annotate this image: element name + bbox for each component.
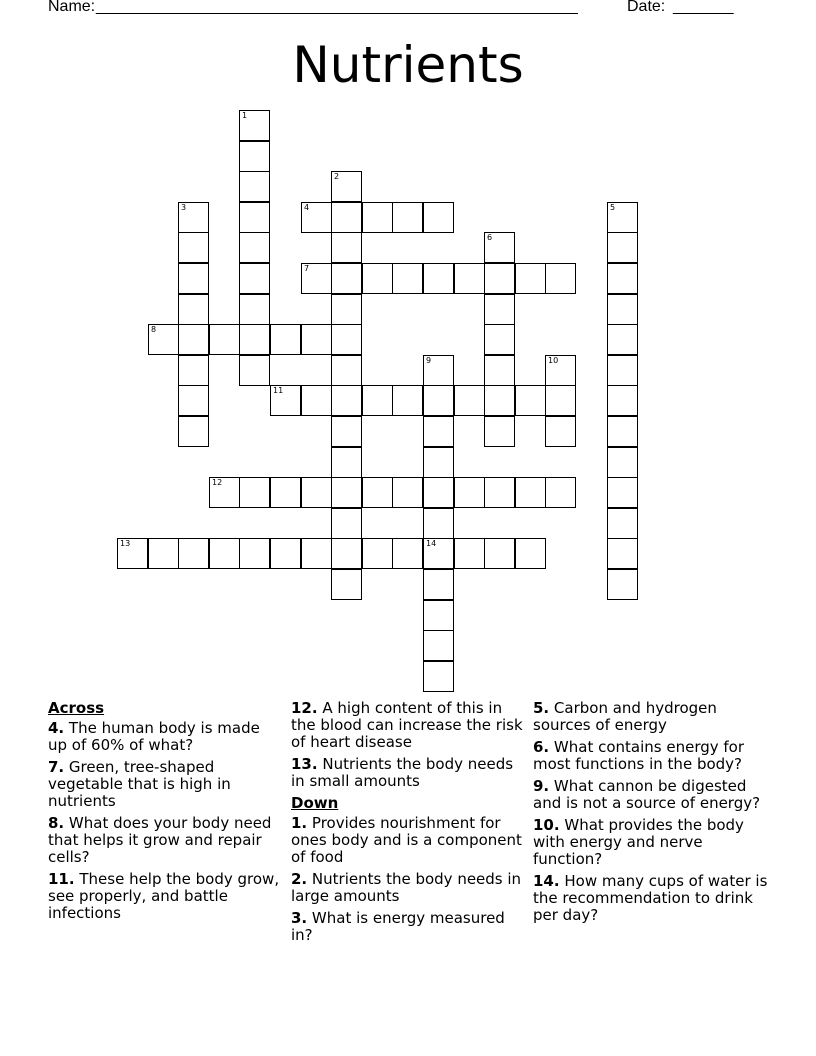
grid-cell[interactable]	[270, 538, 301, 569]
clue-number: 4.	[48, 719, 65, 737]
clue	[48, 815, 280, 866]
grid-cell[interactable]	[454, 385, 485, 416]
clue-number: 6	[487, 233, 493, 242]
grid-cell[interactable]	[392, 202, 423, 233]
grid-cell[interactable]	[515, 477, 546, 508]
grid-cell[interactable]	[454, 477, 485, 508]
grid-cell[interactable]	[239, 263, 270, 294]
clue	[533, 817, 773, 868]
clue-number: 2	[334, 172, 340, 181]
clue-number: 7	[304, 264, 310, 273]
grid-cell[interactable]	[545, 385, 576, 416]
grid-cell[interactable]	[331, 171, 362, 202]
grid-cell[interactable]	[239, 324, 270, 355]
grid-cell[interactable]	[392, 477, 423, 508]
section-heading: Across	[48, 699, 105, 717]
clue	[533, 778, 773, 812]
grid-cell[interactable]	[239, 538, 270, 569]
grid-cell[interactable]	[331, 385, 362, 416]
grid-cell[interactable]	[331, 508, 362, 539]
date-label: Date:	[627, 0, 666, 15]
grid-cell[interactable]	[607, 324, 638, 355]
clue	[48, 871, 280, 922]
grid-cell[interactable]	[178, 538, 209, 569]
clue-number: 14	[426, 539, 437, 548]
clue-number: 1	[242, 111, 248, 120]
grid-cell[interactable]	[392, 385, 423, 416]
clue	[533, 873, 773, 924]
clue-number: 9	[426, 356, 432, 365]
grid-cell[interactable]	[301, 324, 332, 355]
clue-text: What contains energy for most functions in the body?	[533, 738, 745, 773]
clue	[48, 759, 280, 810]
clue	[291, 815, 523, 866]
grid-cell[interactable]	[454, 263, 485, 294]
clues-column-3	[533, 700, 773, 929]
grid-cell[interactable]	[515, 385, 546, 416]
grid-cell[interactable]	[331, 324, 362, 355]
grid-cell[interactable]	[362, 385, 393, 416]
grid-cell[interactable]	[484, 477, 515, 508]
grid-cell[interactable]	[209, 538, 240, 569]
grid-cell[interactable]	[484, 355, 515, 386]
clue-number: 7.	[48, 758, 65, 776]
clue	[291, 700, 523, 751]
clues-column-1	[48, 700, 280, 927]
clue-number: 6.	[533, 738, 550, 756]
grid-cell[interactable]	[209, 324, 240, 355]
grid-cell[interactable]	[607, 416, 638, 447]
grid-cell[interactable]	[117, 538, 148, 569]
grid-cell[interactable]	[362, 202, 393, 233]
grid-cell[interactable]	[392, 263, 423, 294]
clue-number: 10	[548, 356, 559, 365]
grid-cell[interactable]	[423, 385, 454, 416]
clue	[48, 720, 280, 754]
grid-cell[interactable]	[607, 569, 638, 600]
grid-cell[interactable]	[423, 355, 454, 386]
grid-cell[interactable]	[239, 171, 270, 202]
grid-cell[interactable]	[301, 477, 332, 508]
grid-cell[interactable]	[270, 324, 301, 355]
clue-number: 3.	[291, 909, 308, 927]
grid-cell[interactable]	[607, 294, 638, 325]
clue-number: 12	[212, 478, 223, 487]
grid-cell[interactable]	[607, 538, 638, 569]
clue-text: How many cups of water is the recommendation to drink per day?	[533, 872, 768, 924]
grid-cell[interactable]	[423, 508, 454, 539]
grid-cell[interactable]	[331, 355, 362, 386]
grid-cell[interactable]	[239, 110, 270, 141]
grid-cell[interactable]	[178, 324, 209, 355]
clue-number: 10.	[533, 816, 560, 834]
clue-number: 11	[273, 386, 284, 395]
clue-text: Nutrients the body needs in large amounts	[291, 870, 522, 905]
grid-cell[interactable]	[239, 232, 270, 263]
grid-cell[interactable]	[148, 324, 179, 355]
clue-number: 4	[304, 203, 310, 212]
grid-cell[interactable]	[607, 355, 638, 386]
grid-cell[interactable]	[423, 263, 454, 294]
page-title: Nutrients	[292, 36, 524, 94]
grid-cell[interactable]	[545, 477, 576, 508]
clue-text: Nutrients the body needs in small amounts	[291, 755, 514, 790]
grid-cell[interactable]	[515, 538, 546, 569]
clue-text: Provides nourishment for ones body and is a component of food	[291, 814, 522, 866]
grid-cell[interactable]	[607, 447, 638, 478]
clue-number: 8.	[48, 814, 65, 832]
grid-cell[interactable]	[178, 263, 209, 294]
grid-cell[interactable]	[484, 324, 515, 355]
clue	[533, 739, 773, 773]
grid-cell[interactable]	[301, 263, 332, 294]
grid-cell[interactable]	[423, 477, 454, 508]
grid-cell[interactable]	[423, 630, 454, 661]
grid-cell[interactable]	[607, 202, 638, 233]
grid-cell[interactable]	[607, 232, 638, 263]
grid-cell[interactable]	[148, 538, 179, 569]
grid-cell[interactable]	[423, 416, 454, 447]
clue-text: These help the body grow, see properly, and battle infections	[48, 870, 280, 922]
name-line[interactable]: ________________________________________________________	[96, 0, 578, 15]
grid-cell[interactable]	[607, 263, 638, 294]
clue-text: The human body is made up of 60% of what?	[48, 719, 260, 754]
grid-cell[interactable]	[209, 477, 240, 508]
grid-cell[interactable]	[239, 355, 270, 386]
grid-cell[interactable]	[484, 263, 515, 294]
clue-number: 8	[151, 325, 157, 334]
grid-cell[interactable]	[484, 416, 515, 447]
grid-cell[interactable]	[607, 477, 638, 508]
grid-cell[interactable]	[423, 538, 454, 569]
clue-number: 1.	[291, 814, 308, 832]
clue-number: 14.	[533, 872, 560, 890]
clue-text: Carbon and hydrogen sources of energy	[533, 699, 717, 734]
grid-cell[interactable]	[392, 538, 423, 569]
clue-number: 13	[120, 539, 131, 548]
grid-cell[interactable]	[484, 294, 515, 325]
clue-text: What provides the body with energy and nerve function?	[533, 816, 744, 868]
grid-cell[interactable]	[178, 202, 209, 233]
grid-cell[interactable]	[239, 202, 270, 233]
clue	[533, 700, 773, 734]
date-line[interactable]: _______	[673, 0, 734, 15]
section-heading: Down	[291, 794, 339, 812]
grid-cell[interactable]	[515, 263, 546, 294]
grid-cell[interactable]	[239, 294, 270, 325]
grid-cell[interactable]	[362, 477, 393, 508]
grid-cell[interactable]	[331, 416, 362, 447]
clue-number: 13.	[291, 755, 318, 773]
clue-number: 12.	[291, 699, 318, 717]
grid-cell[interactable]	[178, 385, 209, 416]
grid-cell[interactable]	[331, 294, 362, 325]
clue-number: 2.	[291, 870, 308, 888]
clue-text: What is energy measured in?	[291, 909, 505, 944]
clue-number: 5.	[533, 699, 550, 717]
clue	[291, 871, 523, 905]
name-label: Name:	[48, 0, 96, 15]
grid-cell[interactable]	[331, 202, 362, 233]
grid-cell[interactable]	[178, 232, 209, 263]
clue-number: 5	[610, 203, 616, 212]
grid-cell[interactable]	[362, 538, 393, 569]
grid-cell[interactable]	[454, 538, 485, 569]
grid-cell[interactable]	[178, 294, 209, 325]
grid-cell[interactable]	[423, 569, 454, 600]
grid-cell[interactable]	[362, 263, 393, 294]
clue	[291, 756, 523, 790]
grid-cell[interactable]	[239, 141, 270, 172]
clue-text: A high content of this in the blood can increase the risk of heart disease	[291, 699, 523, 751]
grid-cell[interactable]	[301, 538, 332, 569]
grid-cell[interactable]	[178, 416, 209, 447]
clue	[291, 910, 523, 944]
clue-number: 11.	[48, 870, 75, 888]
clue-text: What cannon be digested and is not a source of energy?	[533, 777, 761, 812]
clue-text: What does your body need that helps it grow and repair cells?	[48, 814, 272, 866]
clues-column-2	[291, 700, 523, 949]
grid-cell[interactable]	[545, 355, 576, 386]
grid-cell[interactable]	[423, 202, 454, 233]
grid-cell[interactable]	[239, 477, 270, 508]
clue-number: 3	[181, 203, 187, 212]
grid-cell[interactable]	[270, 385, 301, 416]
clue-number: 9.	[533, 777, 550, 795]
grid-cell[interactable]	[331, 263, 362, 294]
grid-cell[interactable]	[331, 232, 362, 263]
clue-text: Green, tree-shaped vegetable that is high in nutrients	[48, 758, 231, 810]
grid-cell[interactable]	[301, 202, 332, 233]
grid-cell[interactable]	[545, 263, 576, 294]
grid-cell[interactable]	[607, 508, 638, 539]
grid-cell[interactable]	[484, 385, 515, 416]
grid-cell[interactable]	[545, 416, 576, 447]
grid-cell[interactable]	[423, 600, 454, 631]
grid-cell[interactable]	[331, 569, 362, 600]
grid-cell[interactable]	[331, 538, 362, 569]
grid-cell[interactable]	[270, 477, 301, 508]
grid-cell[interactable]	[484, 538, 515, 569]
grid-cell[interactable]	[331, 477, 362, 508]
grid-cell[interactable]	[484, 232, 515, 263]
grid-cell[interactable]	[301, 385, 332, 416]
grid-cell[interactable]	[423, 447, 454, 478]
grid-cell[interactable]	[607, 385, 638, 416]
grid-cell[interactable]	[178, 355, 209, 386]
grid-cell[interactable]	[331, 447, 362, 478]
grid-cell[interactable]	[423, 661, 454, 692]
